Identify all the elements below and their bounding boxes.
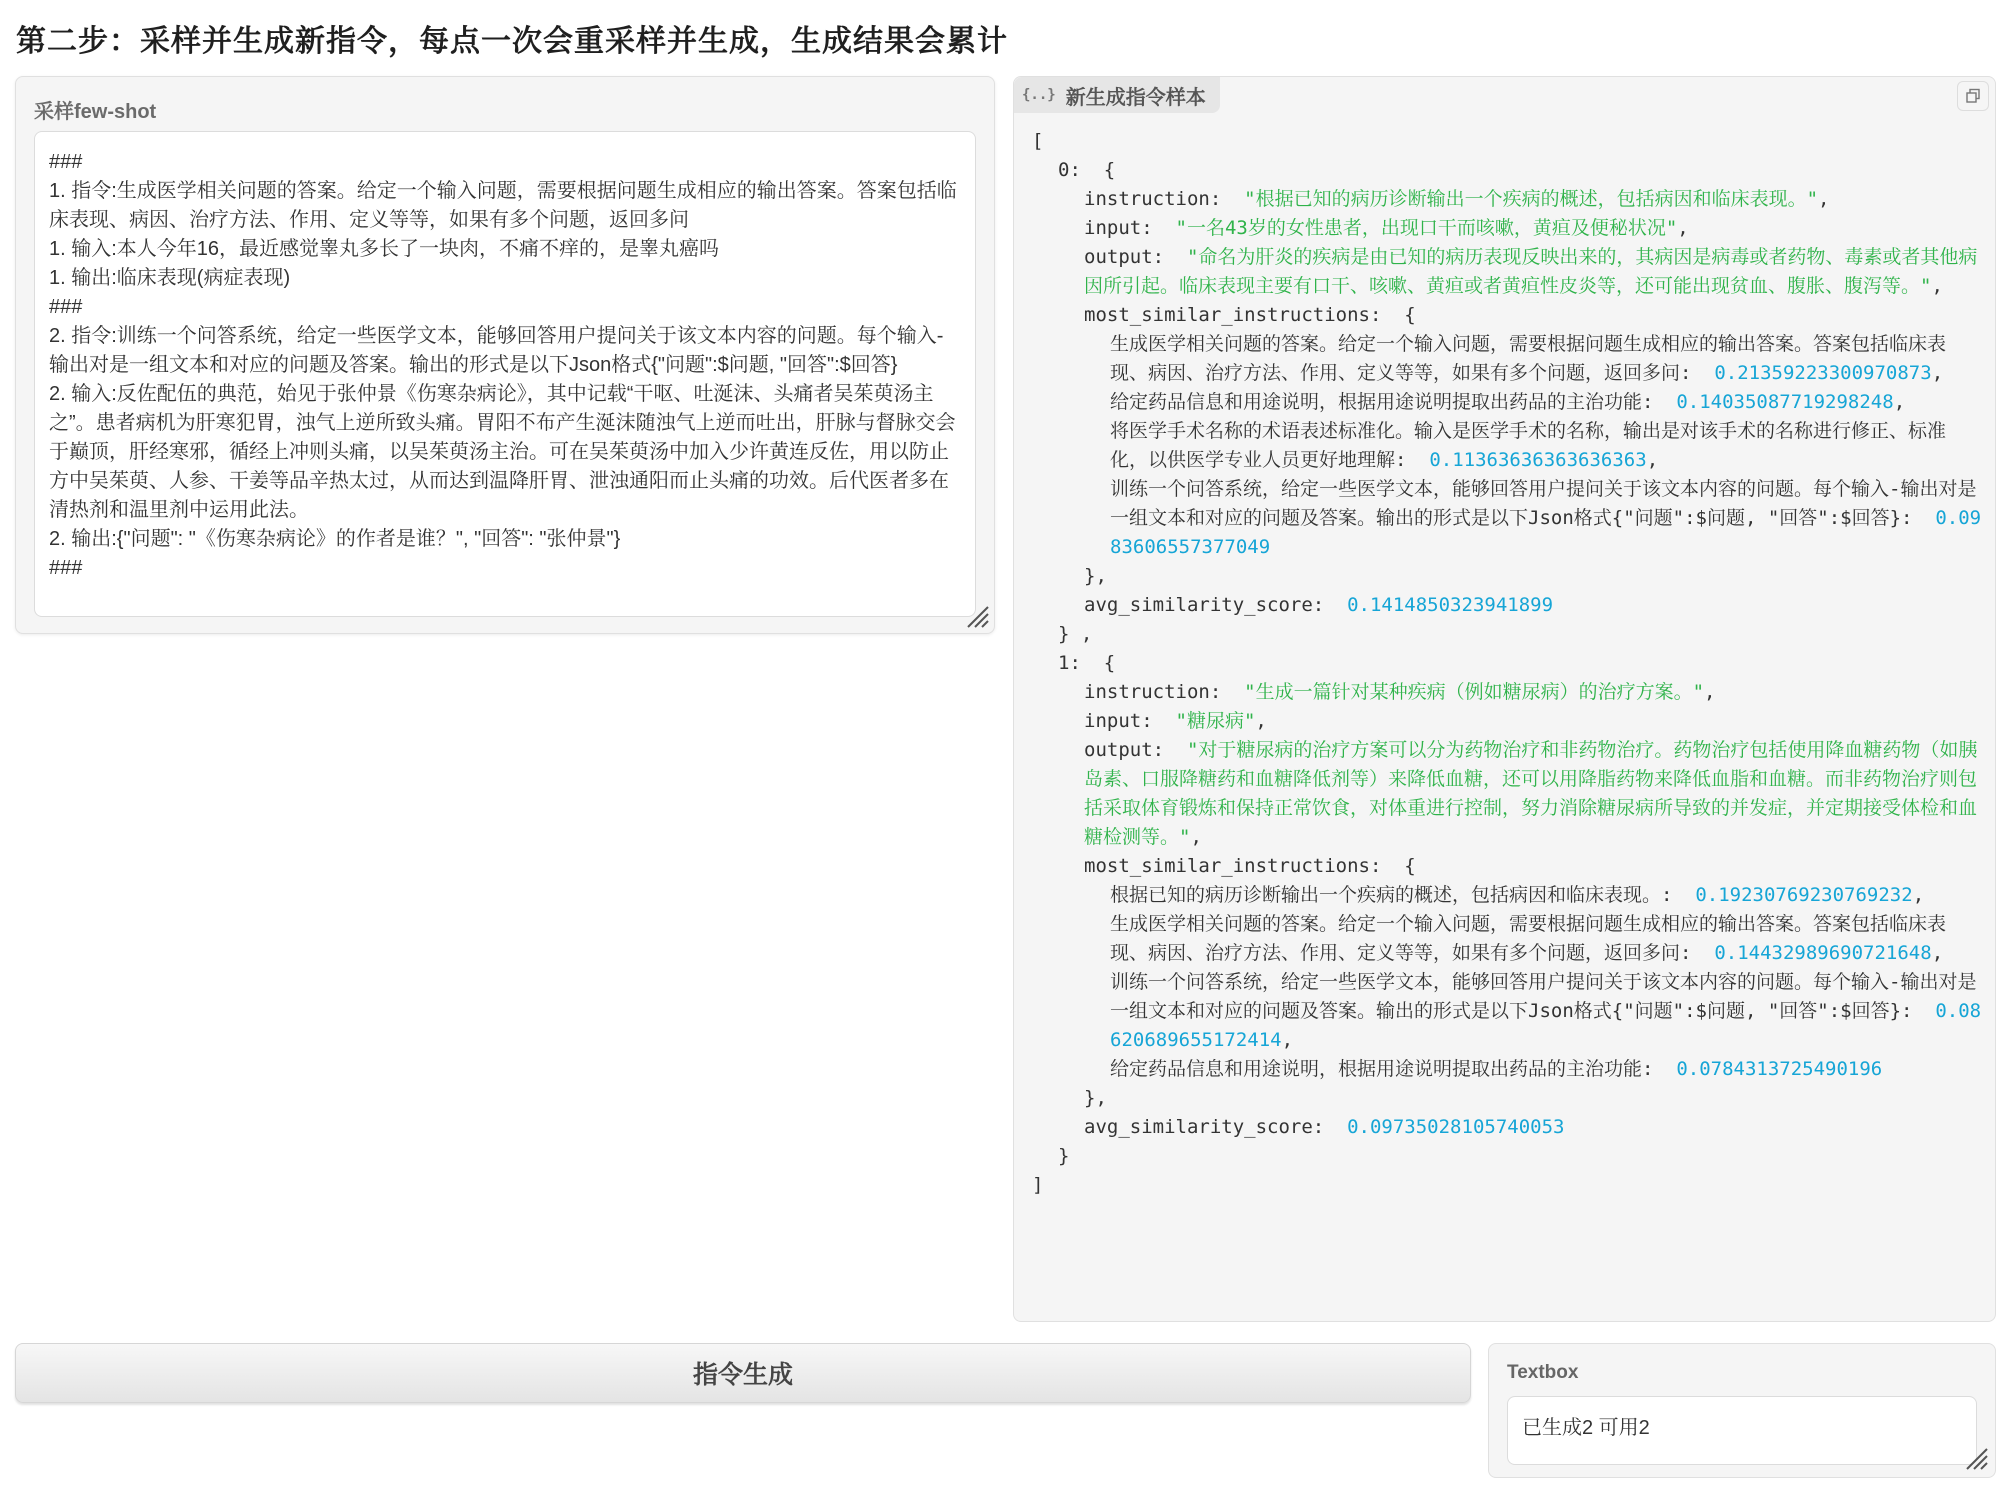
status-textbox[interactable]: 已生成2 可用2 (1507, 1396, 1977, 1465)
json-similar-row: 生成医学相关问题的答案。给定一个输入问题，需要根据问题生成相应的输出答案。答案包括临床表现、病因、治疗方法、作用、定义等等，如果有多个问题，返回多问: 0.21359223300970873, (1110, 333, 1947, 384)
json-brace: }, (1084, 1087, 1107, 1109)
json-similar-score: 0.19230769230769232 (1695, 884, 1913, 906)
fewshot-label: 采样few-shot (34, 101, 157, 123)
json-icon: {..} (1022, 87, 1056, 103)
json-similar-score: 0.14432989690721648 (1714, 942, 1932, 964)
json-similar-score: 0.14035087719298248 (1676, 391, 1894, 413)
copy-button[interactable] (1957, 81, 1989, 111)
json-similar-row: 根据已知的病历诊断输出一个疾病的概述，包括病因和临床表现。: 0.19230769230769232, (1110, 884, 1925, 906)
json-instruction-value: "生成一篇针对某种疾病（例如糖尿病）的治疗方案。" (1244, 681, 1705, 703)
page-title: 第二步：采样并生成新指令，每点一次会重采样并生成，生成结果会累计 (16, 25, 1008, 58)
json-similar-key: 训练一个问答系统，给定一些医学文本，能够回答用户提问关于该文本内容的问题。每个输入-输出对是一组文本和对应的问题及答案。输出的形式是以下Json格式{"问题":$问题, "回答":$回答}: (1110, 971, 1977, 1022)
json-panel-header (1014, 77, 1220, 113)
json-content (1032, 127, 1983, 1313)
json-item-index: 1: (1058, 652, 1081, 674)
json-avg-score: 0.09735028105740053 (1347, 1116, 1565, 1138)
json-similar-row: 给定药品信息和用途说明，根据用途说明提取出药品的主治功能: 0.14035087719298248, (1110, 391, 1906, 413)
fewshot-textarea[interactable]: ### 1. 指令:生成医学相关问题的答案。给定一个输入问题，需要根据问题生成相应的输出答案。答案包括临床表现、病因、治疗方法、作用、定义等等，如果有多个问题，返回多问 1. 输入:本人今年16，最近感觉睾丸多长了一块肉，不痛不痒的，是睾丸癌吗 1. 输出:临床表现(病症表现) ### 2. 指令:训练一个问答系统，给定一些医学文本，能够回答用户提问关于该文本内容的问题。每个输入-输出对是一组文本和对应的问题及答案。输出的形式是以下Json格式{"问题":$问题, "回答":$回答} 2. 输入:反佐配伍的典范，始见于张仲景《伤寒杂病论》，其中记载“干呕、吐涎沫、头痛者吴茱萸汤主之”。患者病机为肝寒犯胃，浊气上逆所致头痛。胃阳不布产生涎沫随浊气上逆而吐出，肝脉与督脉交会于巅顶，肝经寒邪，循经上冲则头痛，以吴茱萸汤主治。可在吴茱萸汤中加入少许黄连反佐，用以防止方中吴茱萸、人参、干姜等品辛热太过，从而达到温降肝胃、泄浊通阳而止头痛的功效。后代医者多在清热剂和温里剂中运用此法。 2. 输出:{"问题": "《伤寒杂病论》的作者是谁？", "回答": "张仲景"} ### (34, 131, 976, 617)
fewshot-panel (15, 76, 995, 634)
json-panel (1013, 76, 1996, 1322)
json-input-row: input: "糖尿病", (1084, 710, 1267, 732)
json-similar-row (1032, 475, 1983, 562)
json-item-index: 0: (1058, 159, 1081, 181)
json-similar-key: 将医学手术名称的术语表述标准化。输入是医学手术的名称，输出是对该手术的名称进行修正、标准化，以供医学专业人员更好地理解: (1110, 420, 1947, 471)
json-instruction-value: "根据已知的病历诊断输出一个疾病的概述，包括病因和临床表现。" (1244, 188, 1819, 210)
json-input-value: "糖尿病" (1175, 710, 1256, 732)
json-similar-key: 训练一个问答系统，给定一些医学文本，能够回答用户提问关于该文本内容的问题。每个输入-输出对是一组文本和对应的问题及答案。输出的形式是以下Json格式{"问题":$问题, "回答":$回答}: (1110, 478, 1977, 529)
json-similar-score: 0.11363636363636363 (1429, 449, 1647, 471)
json-item-header[interactable]: 1: { (1058, 652, 1116, 674)
json-brace: }, (1084, 565, 1107, 587)
json-output-value: "命名为肝炎的疾病是由已知的病历表现反映出来的，其病因是病毒或者药物、毒素或者其他病因所引起。临床表现主要有口干、咳嗽、黄疸或者黄疸性皮炎等，还可能出现贫血、腹胀、腹泻等。" (1084, 246, 1978, 297)
textbox-label: Textbox (1507, 1362, 1579, 1383)
status-textbox-panel (1488, 1343, 1996, 1478)
json-panel-label: 新生成指令样本 (1065, 86, 1206, 109)
resize-handle-icon[interactable] (960, 599, 990, 629)
json-avg-row: avg_similarity_score: 0.09735028105740053 (1084, 1116, 1565, 1138)
json-similar-score: 0.0784313725490196 (1676, 1058, 1883, 1080)
json-brace: } , (1058, 623, 1093, 645)
json-similar-score: 0.08620689655172414 (1110, 1000, 1982, 1051)
json-instruction-row: instruction: "生成一篇针对某种疾病（例如糖尿病）的治疗方案。", (1084, 681, 1716, 703)
json-similar-row: 训练一个问答系统，给定一些医学文本，能够回答用户提问关于该文本内容的问题。每个输入-输出对是一组文本和对应的问题及答案。输出的形式是以下Json格式{"问题":$问题, "回答":$回答}: 0.08620689655172414, (1110, 971, 1982, 1051)
json-avg-row: avg_similarity_score: 0.1414850323941899 (1084, 594, 1554, 616)
json-similar-score: 0.0983606557377049 (1110, 507, 1982, 558)
json-similar-key: 生成医学相关问题的答案。给定一个输入问题，需要根据问题生成相应的输出答案。答案包括临床表现、病因、治疗方法、作用、定义等等，如果有多个问题，返回多问: (1110, 913, 1947, 964)
json-item-header[interactable]: 0: { (1058, 159, 1116, 181)
json-input-row: input: "一名43岁的女性患者，出现口干而咳嗽，黄疸及便秘状况", (1084, 217, 1689, 239)
copy-icon (1965, 88, 1981, 104)
json-instruction-row: instruction: "根据已知的病历诊断输出一个疾病的概述，包括病因和临床表现。", (1084, 188, 1830, 210)
json-similar-key: 生成医学相关问题的答案。给定一个输入问题，需要根据问题生成相应的输出答案。答案包括临床表现、病因、治疗方法、作用、定义等等，如果有多个问题，返回多问: (1110, 333, 1947, 384)
json-similar-key: 给定药品信息和用途说明，根据用途说明提取出药品的主治功能: (1110, 1058, 1654, 1080)
json-open-bracket: [ (1032, 130, 1044, 152)
json-similar-row: 生成医学相关问题的答案。给定一个输入问题，需要根据问题生成相应的输出答案。答案包括临床表现、病因、治疗方法、作用、定义等等，如果有多个问题，返回多问: 0.14432989690721648, (1110, 913, 1947, 964)
json-similar-row (1032, 1055, 1983, 1084)
json-similar-row: 将医学手术名称的术语表述标准化。输入是医学手术的名称，输出是对该手术的名称进行修正、标准化，以供医学专业人员更好地理解: 0.11363636363636363, (1110, 420, 1947, 471)
json-avg-score: 0.1414850323941899 (1347, 594, 1554, 616)
json-similar-header[interactable]: most_similar_instructions: { (1084, 855, 1416, 877)
json-brace: } (1058, 1145, 1070, 1167)
generate-instructions-button[interactable]: 指令生成 (15, 1343, 1471, 1403)
json-output-row: output: "命名为肝炎的疾病是由已知的病历表现反映出来的，其病因是病毒或者药物、毒素或者其他病因所引起。临床表现主要有口干、咳嗽、黄疸或者黄疸性皮炎等，还可能出现贫血、腹胀、腹泻等。", (1084, 246, 1978, 297)
json-close-bracket: ] (1032, 1174, 1044, 1196)
json-similar-header[interactable]: most_similar_instructions: { (1084, 304, 1416, 326)
json-similar-key: 根据已知的病历诊断输出一个疾病的概述，包括病因和临床表现。: (1110, 884, 1673, 906)
json-similar-score: 0.21359223300970873 (1714, 362, 1932, 384)
json-output-value: "对于糖尿病的治疗方案可以分为药物治疗和非药物治疗。药物治疗包括使用降血糖药物（如胰岛素、口服降糖药和血糖降低剂等）来降低血糖，还可以用降脂药物来降低血脂和血糖。而非药物治疗则包括采取体育锻炼和保持正常饮食，对体重进行控制，努力消除糖尿病所导致的并发症，并定期接受体检和血糖检测等。" (1084, 739, 1978, 848)
json-output-row: output: "对于糖尿病的治疗方案可以分为药物治疗和非药物治疗。药物治疗包括使用降血糖药物（如胰岛素、口服降糖药和血糖降低剂等）来降低血糖，还可以用降脂药物来降低血脂和血糖。而非药物治疗则包括采取体育锻炼和保持正常饮食，对体重进行控制，努力消除糖尿病所导致的并发症，并定期接受体检和血糖检测等。", (1084, 739, 1978, 848)
json-similar-key: 给定药品信息和用途说明，根据用途说明提取出药品的主治功能: (1110, 391, 1654, 413)
resize-handle-icon[interactable] (1959, 1441, 1989, 1471)
json-input-value: "一名43岁的女性患者，出现口干而咳嗽，黄疸及便秘状况" (1175, 217, 1678, 239)
